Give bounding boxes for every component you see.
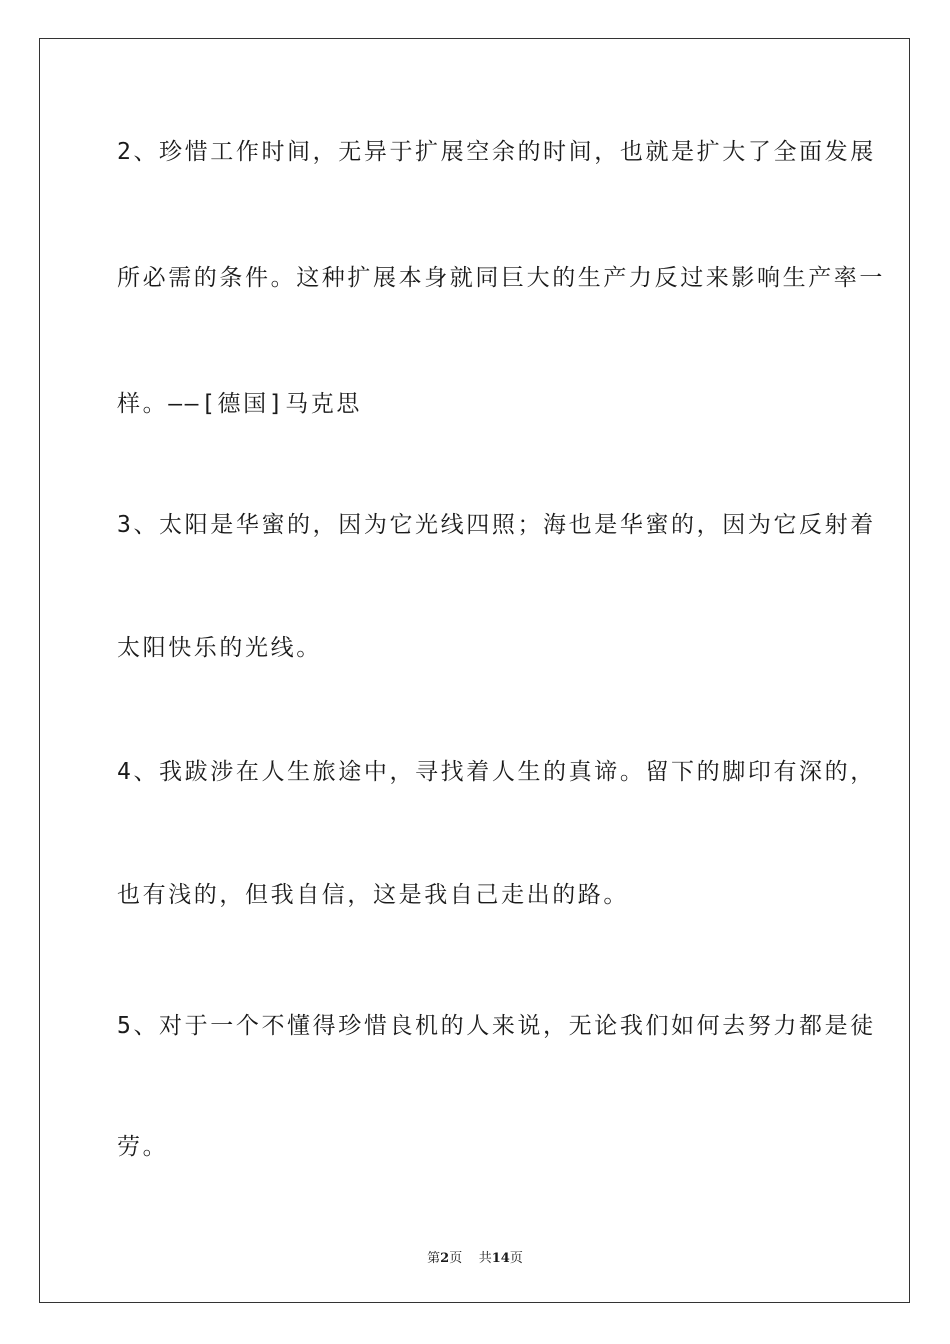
paragraph-3-line-2: 太阳快乐的光线。 xyxy=(117,635,322,661)
page-prefix: 第 xyxy=(427,1251,441,1266)
page-suffix: 页 xyxy=(449,1251,463,1266)
paragraph-2-line-2: 所必需的条件。这种扩展本身就同巨大的生产力反过来影响生产率一 xyxy=(117,265,885,291)
paragraph-2-line-3: 样。——[德国]马克思 xyxy=(117,391,362,417)
paragraph-5-line-2: 劳。 xyxy=(117,1134,169,1160)
total-suffix: 页 xyxy=(509,1251,523,1266)
total-prefix: 共 xyxy=(478,1251,492,1266)
paragraph-5-line-1: 5、对于一个不懂得珍惜良机的人来说，无论我们如何去努力都是徒 xyxy=(117,1013,876,1039)
paragraph-4-line-2: 也有浅的，但我自信，这是我自己走出的路。 xyxy=(117,882,629,908)
page-footer xyxy=(0,1247,950,1266)
page-number: 2 xyxy=(440,1251,450,1266)
total-pages: 14 xyxy=(491,1251,510,1266)
page-frame xyxy=(39,38,910,1303)
paragraph-2-line-1: 2、珍惜工作时间，无异于扩展空余的时间，也就是扩大了全面发展 xyxy=(117,139,876,165)
paragraph-4-line-1: 4、我跋涉在人生旅途中，寻找着人生的真谛。留下的脚印有深的， xyxy=(117,759,876,785)
paragraph-3-line-1: 3、太阳是华蜜的，因为它光线四照；海也是华蜜的，因为它反射着 xyxy=(117,512,876,538)
